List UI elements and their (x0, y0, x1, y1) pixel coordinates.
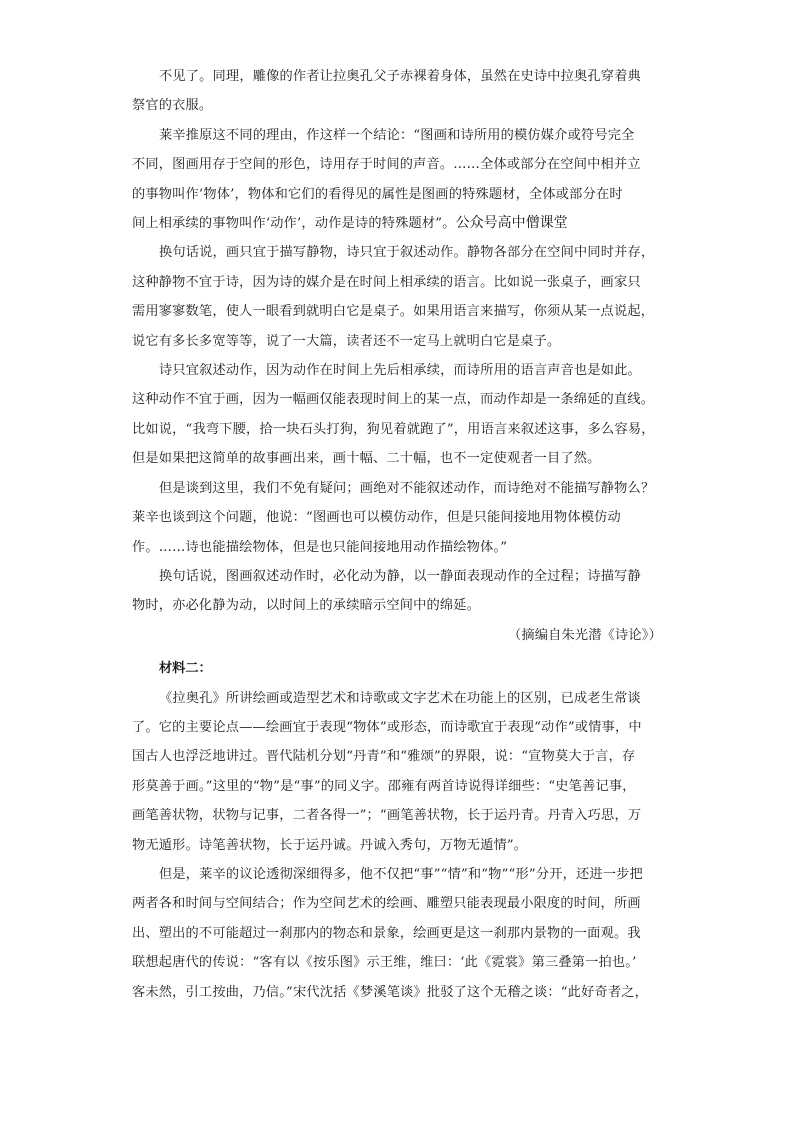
source-text: （摘编自朱光潜《诗论》） (507, 627, 662, 643)
text-line: 画笔善状物，状物与记事，二者各得一”；“画笔善状物，长于运丹青。丹青入巧思，万 (132, 808, 642, 824)
section-heading: 材料二： (159, 661, 212, 677)
text-line: 客未然，引工按曲，乃信。”宋代沈括《梦溪笔谈》批驳了这个无稽之谈：“此好奇者之， (132, 984, 649, 1000)
paragraph-3 (132, 238, 668, 356)
paragraph-5 (132, 474, 668, 562)
text-line: 作。……诗也能描绘物体，但是也只能间接地用动作描绘物体。” (132, 539, 508, 555)
text-line: 国古人也浮泛地讲过。晋代陆机分划“丹青”和“雅颂”的界限，说：“宣物莫大于言，存 (132, 749, 636, 765)
text-line: 但是，莱辛的议论透彻深细得多，他不仅把“事”“情”和“物”“形”分开，还进一步把 (159, 866, 643, 882)
paragraph-2 (132, 121, 668, 239)
text-line: 比如说，“我弯下腰，拾一块石头打狗，狗见着就跑了”，用语言来叙述这事，多么容易， (132, 421, 655, 437)
document-body (132, 62, 668, 1007)
text-line: 联想起唐代的传说：“客有以《按乐图》示王维，维曰：‘此《霓裳》第三叠第一拍也。’ (132, 955, 637, 971)
paragraph-7 (132, 684, 668, 860)
text-line: 物时，亦必化静为动，以时间上的承续暗示空间中的绵延。 (132, 598, 481, 614)
text-line: 出、塑出的不可能超过一刹那内的物态和景象，绘画更是这一刹那内景物的一面观。我 (132, 925, 641, 941)
text-segment: 间上相承续的事物叫作‘动作’，动作是诗的特殊题材”。 (132, 216, 456, 232)
text-line: 但是如果把这简单的故事画出来，画十幅、二十幅，也不一定使观者一目了然。 (132, 451, 601, 467)
text-line: 换句话说，画只宜于描写静物，诗只宜于叙述动作。静物各部分在空间中同时并存， (159, 245, 655, 261)
text-line: 但是谈到这里，我们不免有疑问；画绝对不能叙述动作，而诗绝对不能描写静物么？ (159, 480, 655, 496)
text-line: 换句话说，图画叙述动作时，必化动为静，以一静面表现动作的全过程；诗描写静 (159, 568, 641, 584)
text-line-with-watermark (132, 209, 668, 238)
watermark-text: 公众号高中僧课堂 (455, 215, 568, 232)
text-line: 了。它的主要论点——绘画宜于表现“物体”或形态，而诗歌宜于表现“动作”或情事，中 (132, 719, 642, 735)
text-line: 这种动作不宜于画，因为一幅画仅能表现时间上的某一点，而动作却是一条绵延的直线。 (132, 392, 655, 408)
text-line: 莱辛也谈到这个问题，他说：“图画也可以模仿动作，但是只能间接地用物体模仿动 (132, 510, 621, 526)
paragraph-6 (132, 562, 668, 621)
paragraph-4 (132, 356, 668, 474)
text-line: 需用寥寥数笔，使人一眼看到就明白它是桌子。如果用语言来描写，你须从某一点说起， (132, 304, 655, 320)
text-line: 诗只宜叙述动作，因为动作在时间上先后相承续，而诗所用的语言声音也是如此。 (159, 363, 641, 379)
text-line: 说它有多长多宽等等，说了一大篇，读者还不一定马上就明白它是桌子。 (132, 333, 561, 349)
text-line: 两者各和时间与空间结合；作为空间艺术的绘画、雕塑只能表现最小限度的时间，所画 (132, 896, 641, 912)
source-citation (132, 621, 668, 650)
paragraph-1 (132, 62, 668, 121)
text-line: 这种静物不宜于诗，因为诗的媒介是在时间上相承续的语言。比如说一张桌子，画家只 (132, 274, 641, 290)
text-line: 物无遁形。诗笔善状物，长于运丹诚。丹诚入秀句，万物无遁情”。 (132, 837, 528, 853)
text-line: 祭官的衣服。 (132, 98, 213, 114)
text-line: 的事物叫作‘物体’，物体和它们的看得见的属性是图画的特殊题材，全体或部分在时 (132, 186, 623, 202)
text-line: 不同，图画用存于空间的形色，诗用存于时间的声音。……全体或部分在空间中相并立 (132, 157, 641, 173)
text-line: 不见了。同理，雕像的作者让拉奥孔父子赤裸着身体，虽然在史诗中拉奥孔穿着典 (159, 69, 641, 84)
text-line: 形莫善于画。”这里的“物”是“事”的同义字。邵雍有两首诗说得详细些：“史笔善记事， (132, 778, 636, 794)
text-line: 莱辛推原这不同的理由，作这样一个结论：“图画和诗所用的模仿媒介或符号完全 (159, 127, 635, 143)
paragraph-8 (132, 860, 668, 1007)
text-line: 《拉奥孔》所讲绘画或造型艺术和诗歌或文字艺术在功能上的区别，已成老生常谈 (159, 690, 641, 706)
